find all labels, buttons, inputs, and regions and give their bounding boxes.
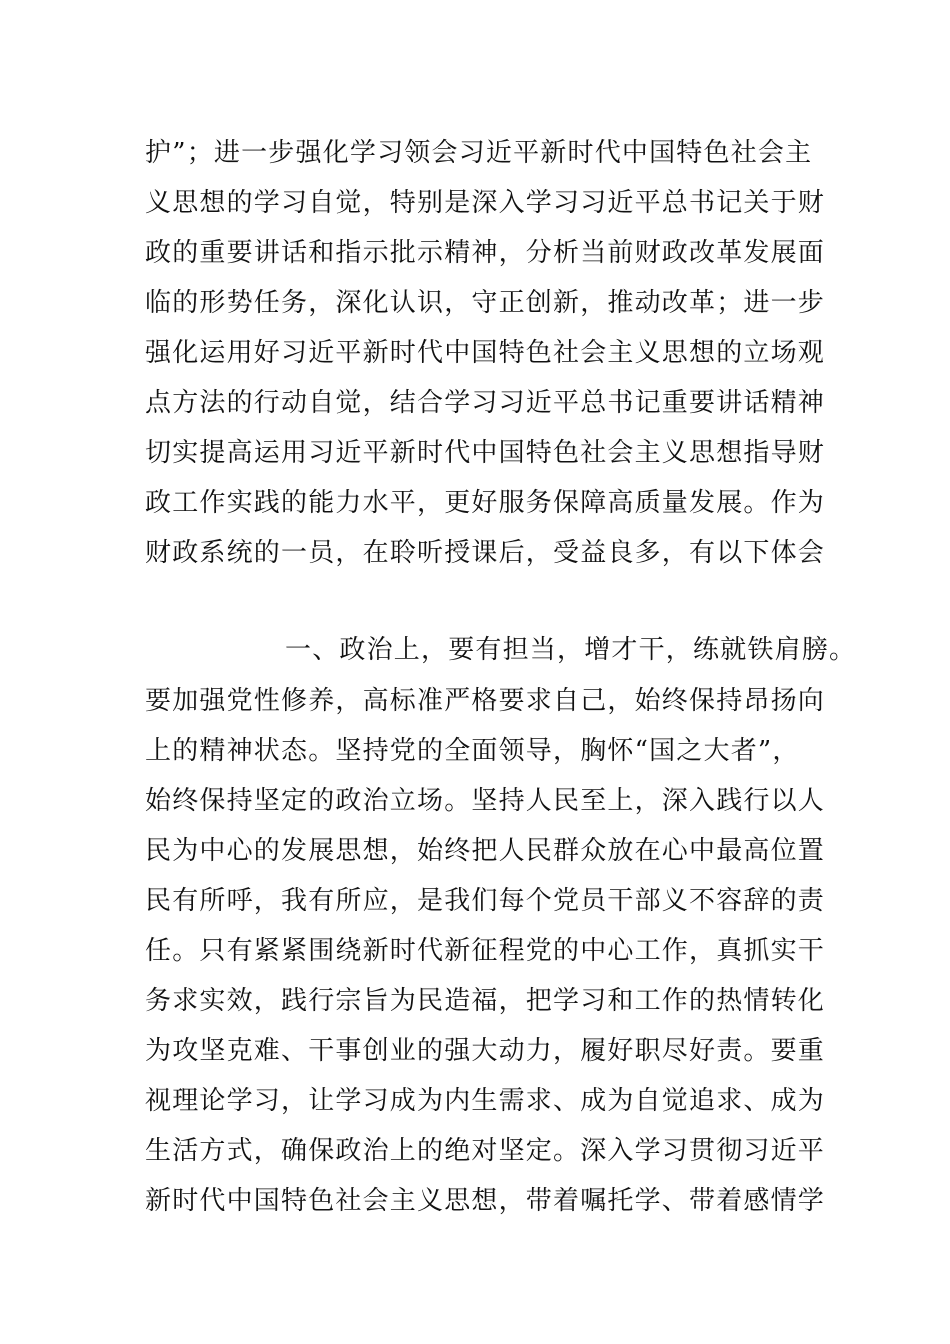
text-line: 财政系统的一员，在聆听授课后，受益良多，有以下体会 xyxy=(145,538,826,568)
text-line: 义思想的学习自觉，特别是深入学习习近平总书记关于财 xyxy=(145,188,826,218)
text-line: 生活方式，确保政治上的绝对坚定。深入学习贯彻习近平 xyxy=(145,1136,826,1166)
text-line: 强化运用好习近平新时代中国特色社会主义思想的立场观 xyxy=(145,338,826,368)
text-line: 护”；进一步强化学习领会习近平新时代中国特色社会主 xyxy=(145,138,813,168)
text-line: 点方法的行动自觉，结合学习习近平总书记重要讲话精神 xyxy=(145,388,826,418)
text-line: 政的重要讲话和指示批示精神，分析当前财政改革发展面 xyxy=(145,238,826,268)
text-line: 临的形势任务，深化认识，守正创新，推动改革；进一步 xyxy=(145,288,826,318)
text-line: 要加强党性修养，高标准严格要求自己，始终保持昂扬向 xyxy=(145,686,826,716)
text-line: 务求实效，践行宗旨为民造福，把学习和工作的热情转化 xyxy=(145,986,826,1016)
text-line: 新时代中国特色社会主义思想，带着嘱托学、带着感情学 xyxy=(145,1186,826,1216)
text-line: 切实提高运用习近平新时代中国特色社会主义思想指导财 xyxy=(145,438,826,468)
text-line: 为攻坚克难、干事创业的强大动力，履好职尽好责。要重 xyxy=(145,1036,826,1066)
text-line: 上的精神状态。坚持党的全面领导，胸怀“国之大者”， xyxy=(145,736,800,766)
text-line: 民为中心的发展思想，始终把人民群众放在心中最高位置 xyxy=(145,836,826,866)
text-line: 政工作实践的能力水平，更好服务保障高质量发展。作为 xyxy=(145,488,826,518)
text-line: 始终保持坚定的政治立场。坚持人民至上，深入践行以人 xyxy=(145,786,826,816)
section-heading: 一、政治上，要有担当，增才干，练就铁肩膀。 xyxy=(285,635,857,665)
text-line: 任。只有紧紧围绕新时代新征程党的中心工作，真抓实干 xyxy=(145,936,826,966)
text-line: 民有所呼，我有所应，是我们每个党员干部义不容辞的责 xyxy=(145,886,826,916)
text-line: 视理论学习，让学习成为内生需求、成为自觉追求、成为 xyxy=(145,1086,826,1116)
